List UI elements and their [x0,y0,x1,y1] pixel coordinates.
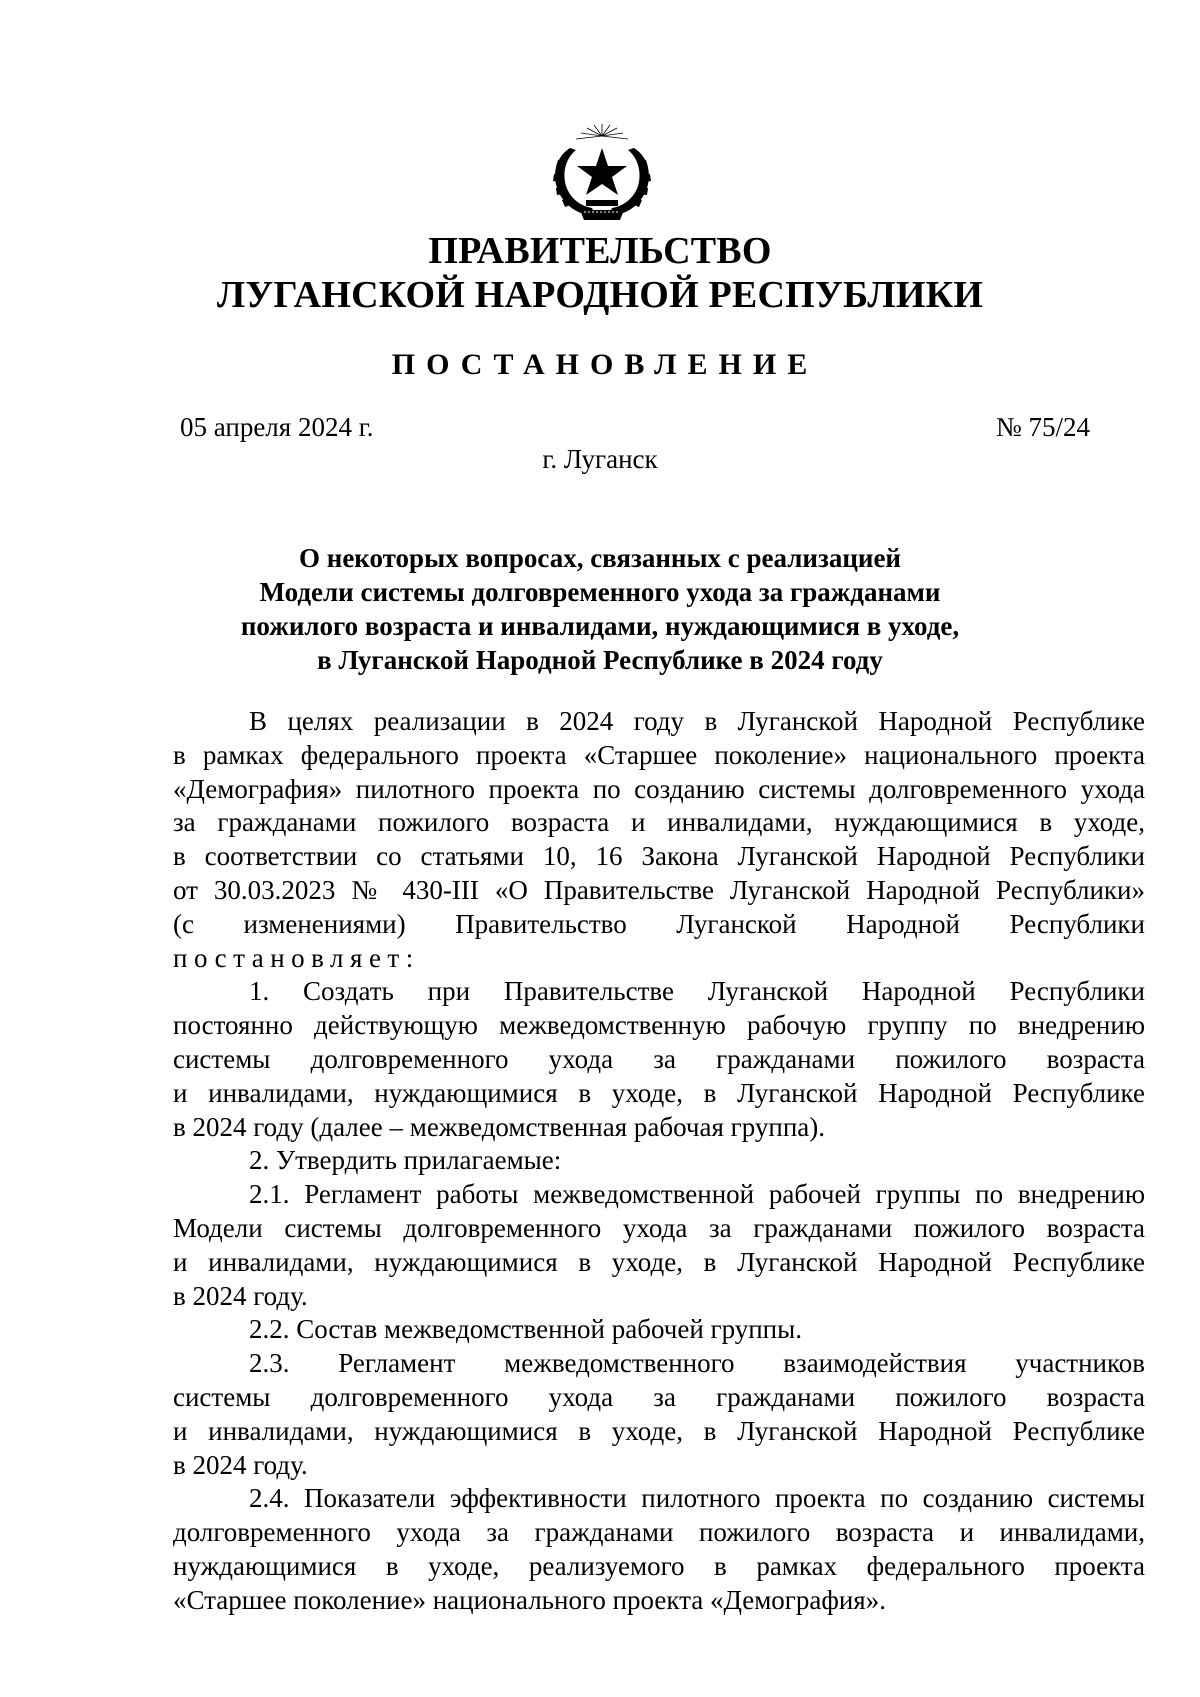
document-city: г. Луганск [542,444,658,474]
body-line: 2.4. Показатели эффективности пилотного проекта по созданию системы [249,1483,1145,1514]
body-line: в 2024 году. [173,1280,308,1311]
document-body [173,705,1145,1618]
body-line: «Демография» пилотного проекта по созданию системы долговременного ухода [173,773,1145,804]
subject-line: Модели системы долговременного ухода за гражданами [259,577,941,607]
body-line: 2.1. Регламент работы межведомственной рабочей группы по внедрению [249,1179,1145,1210]
body-line: в соответствии со статьями 10, 16 Закона Луганской Народной Республики [173,841,1145,872]
body-line: долговременного ухода за гражданами пожилого возраста и инвалидами, [173,1517,1145,1548]
body-line: в рамках федерального проекта «Старшее поколение» национального проекта [173,739,1145,770]
body-line: (с изменениями) Правительство Луганской Народной Республики [173,908,1145,939]
emblem-icon [540,118,664,226]
body-line: постановляет: [173,942,420,973]
body-line: «Старшее поколение» национального проекта «Демография». [173,1584,886,1615]
body-line: и инвалидами, нуждающимися в уходе, в Луганской Народной Республике [173,1077,1145,1108]
body-line: 2.2. Состав межведомственной рабочей группы. [249,1314,803,1345]
body-line: нуждающимися в уходе, реализуемого в рамках федерального проекта [173,1550,1145,1581]
government-name-line-1: ПРАВИТЕЛЬСТВО [428,230,772,272]
government-name-line-2: ЛУГАНСКОЙ НАРОДНОЙ РЕСПУБЛИКИ [216,274,984,316]
body-line: в 2024 году (далее – межведомственная рабочая группа). [173,1111,826,1142]
body-line: постоянно действующую межведомственную рабочую группу по внедрению [173,1010,1145,1041]
subject-line: О некоторых вопросах, связанных с реализацией [299,543,901,573]
subject-line: в Луганской Народной Республике в 2024 году [317,645,883,675]
body-line: в 2024 году. [173,1449,308,1480]
body-line: 2. Утвердить прилагаемые: [249,1145,562,1176]
body-line: системы долговременного ухода за гражданами пожилого возраста [173,1043,1145,1074]
body-line: и инвалидами, нуждающимися в уходе, в Луганской Народной Республике [173,1246,1145,1277]
body-line: 1. Создать при Правительстве Луганской Народной Республики [249,976,1145,1007]
document-date: 05 апреля 2024 г. [180,412,374,442]
body-line: В целях реализации в 2024 году в Луганской Народной Республике [249,706,1145,736]
document-subject [0,541,1200,677]
body-line: от 30.03.2023 № 430-III «О Правительстве Луганской Народной Республики» [173,874,1145,905]
body-line: за гражданами пожилого возраста и инвалидами, нуждающимися в уходе, [173,807,1145,838]
body-line: и инвалидами, нуждающимися в уходе, в Луганской Народной Республике [173,1415,1145,1446]
body-line: системы долговременного ухода за гражданами пожилого возраста [173,1381,1145,1412]
body-line: 2.3. Регламент межведомственного взаимодействия участников [249,1348,1145,1379]
subject-line: пожилого возраста и инвалидами, нуждающимися в уходе, [240,611,960,641]
document-type: ПОСТАНОВЛЕНИЕ [391,348,819,381]
document-number: № 75/24 [995,412,1090,442]
body-line: Модели системы долговременного ухода за гражданами пожилого возраста [173,1212,1145,1243]
